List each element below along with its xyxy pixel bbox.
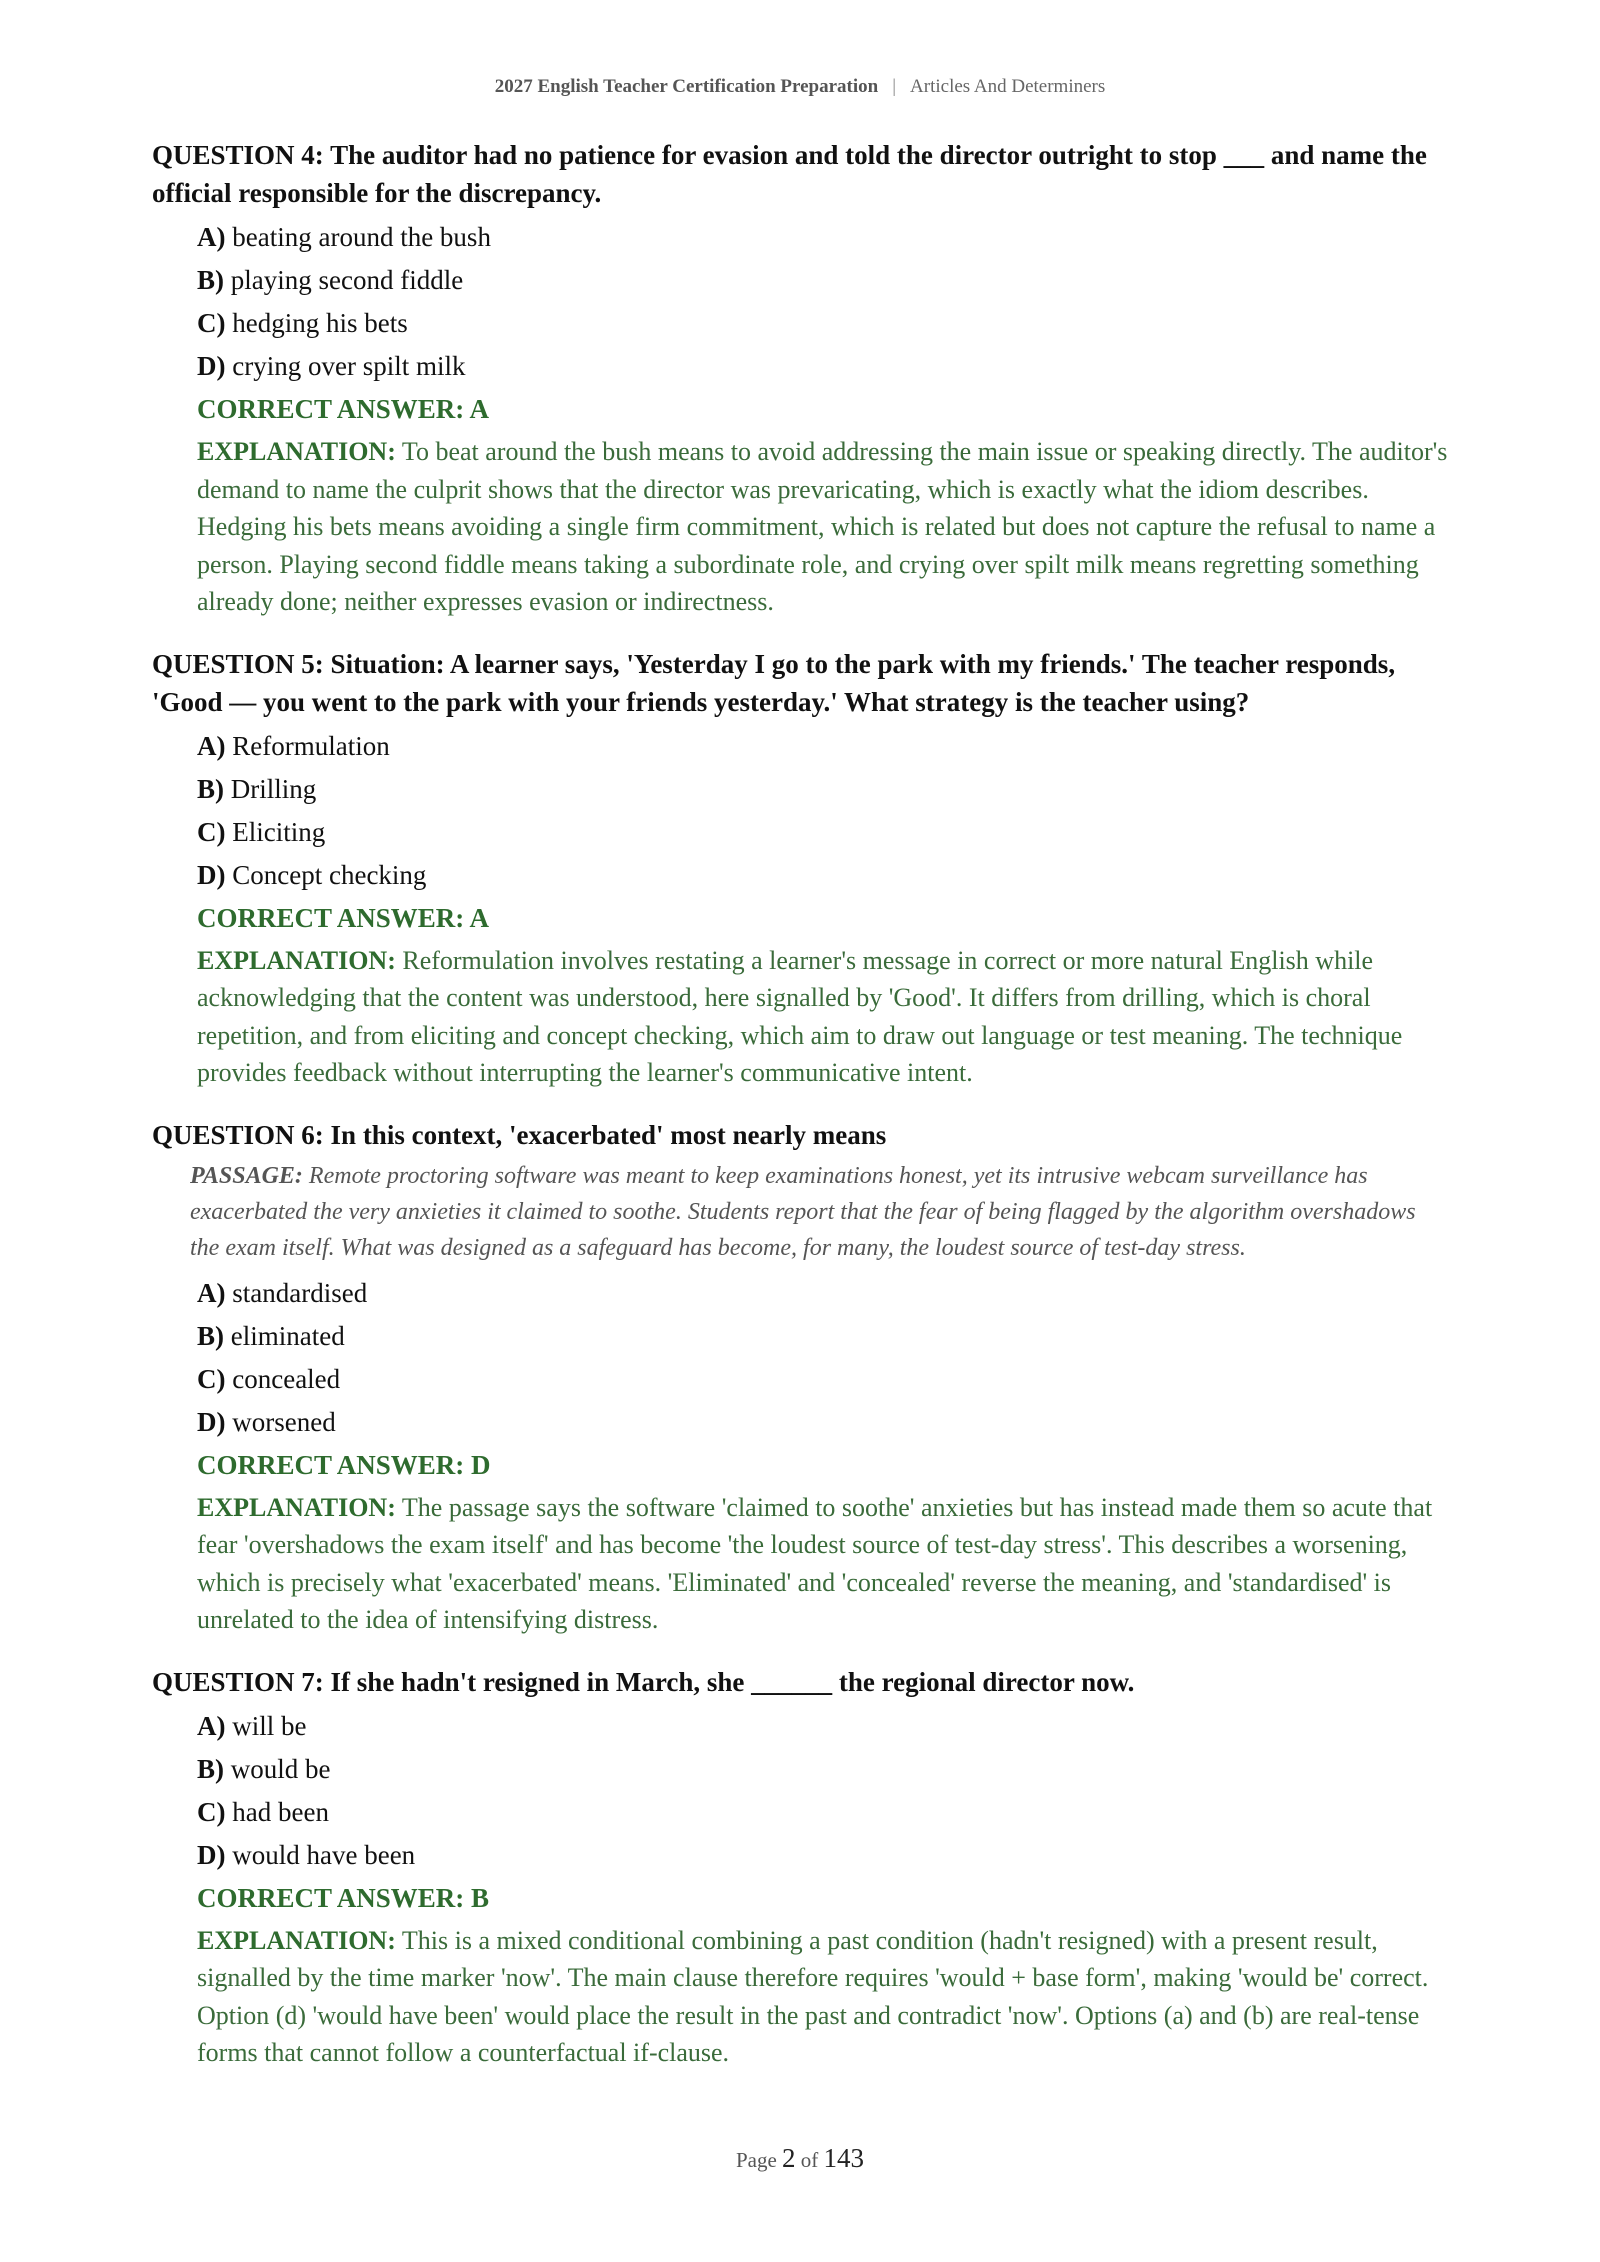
- option-list: [197, 216, 1448, 388]
- explanation: [197, 942, 1448, 1092]
- explanation-text: The passage says the software 'claimed to soothe' anxieties but has instead made them so acute that fear 'overshadows the exam itself' and has become 'the loudest source of test-day stress'. This describes a worsening, which is precisely what 'exacerbated' means. 'Eliminated' and 'concealed' reverse the meaning, and 'standardised' is unrelated to the idea of intensifying distress.: [197, 1492, 1433, 1634]
- correct-answer: CORRECT ANSWER: D: [197, 1449, 491, 1480]
- option-text: hedging his bets: [232, 308, 408, 338]
- option-text: worsened: [232, 1406, 336, 1437]
- option-b: [197, 259, 1448, 302]
- option-text: will be: [232, 1710, 307, 1741]
- option-text: Eliciting: [232, 816, 326, 847]
- explanation-label: EXPLANATION:: [197, 437, 396, 466]
- option-d: [197, 854, 1448, 897]
- question-text: In this context, 'exacerbated' most nearly means: [330, 1119, 887, 1150]
- option-d: [197, 1834, 1448, 1877]
- option-text: standardised: [232, 1277, 368, 1308]
- option-a: [197, 725, 1448, 768]
- header-section: Articles And Determiners: [910, 76, 1106, 97]
- option-text: playing second fiddle: [230, 265, 464, 295]
- question-text: Situation: A learner says, 'Yesterday I go to the park with my friends.' The teacher responds, 'Good — you went to the park with your friends yesterday.' What strategy is the teacher using?: [152, 648, 1396, 717]
- option-text: would have been: [232, 1839, 416, 1870]
- correct-answer: CORRECT ANSWER: B: [197, 1882, 490, 1913]
- option-list: [197, 725, 1448, 897]
- option-letter: C): [197, 1796, 226, 1827]
- option-b: [197, 1748, 1448, 1791]
- option-text: crying over spilt milk: [232, 351, 466, 381]
- option-letter: C): [197, 308, 226, 338]
- option-text: eliminated: [230, 1320, 345, 1351]
- option-b: [197, 1315, 1448, 1358]
- question-stem: [152, 645, 1448, 721]
- option-text: had been: [232, 1796, 329, 1827]
- option-letter: D): [197, 1406, 226, 1437]
- question-label: QUESTION 4:: [152, 140, 324, 170]
- total-pages: 143: [823, 2143, 865, 2173]
- option-letter: B): [197, 1320, 224, 1351]
- option-letter: B): [197, 773, 224, 804]
- option-letter: A): [197, 730, 226, 761]
- explanation-text: Reformulation involves restating a learner's message in correct or more natural English while acknowledging that the content was understood, here signalled by 'Good'. It differs from drilling, which is choral repetition, and from eliciting and concept checking, which aim to draw out language or test meaning. The technique provides feedback without interrupting the learner's communicative intent.: [197, 945, 1403, 1087]
- option-letter: C): [197, 816, 226, 847]
- option-a: [197, 1272, 1448, 1315]
- option-letter: D): [197, 859, 226, 890]
- question-7: [152, 1663, 1448, 2072]
- explanation-label: EXPLANATION:: [197, 1492, 396, 1522]
- option-letter: D): [197, 1839, 226, 1870]
- explanation-text: To beat around the bush means to avoid addressing the main issue or speaking directly. The auditor's demand to name the culprit shows that the director was prevaricating, which is exactly what the idiom describes. Hedging his bets means avoiding a single firm commitment, which is related but does not capture the refusal to name a person. Playing second fiddle means taking a subordinate role, and crying over spilt milk means regretting something already done; neither expresses evasion or indirectness.: [197, 437, 1448, 616]
- option-a: [197, 1705, 1448, 1748]
- option-text: Reformulation: [232, 730, 390, 761]
- option-letter: C): [197, 1363, 226, 1394]
- header-title: 2027 English Teacher Certification Preparation: [494, 76, 879, 97]
- question-6: [152, 1116, 1448, 1639]
- option-b: [197, 768, 1448, 811]
- option-text: concealed: [232, 1363, 341, 1394]
- question-stem: [152, 1116, 1448, 1154]
- explanation: [197, 1922, 1448, 2072]
- header-separator: |: [892, 76, 897, 97]
- running-header: [0, 76, 1600, 98]
- option-letter: A): [197, 1710, 226, 1741]
- option-text: Concept checking: [232, 859, 427, 890]
- correct-answer: CORRECT ANSWER: A: [197, 394, 490, 424]
- passage-text: Remote proctoring software was meant to keep examinations honest, yet its intrusive webcam surveillance has exacerbated the very anxieties it claimed to soothe. Students report that the fear of being flagged by the algorithm overshadows the exam itself. What was designed as a safeguard has become, for many, the loudest source of test-day stress.: [190, 1162, 1416, 1261]
- question-4: [152, 136, 1448, 621]
- question-5: [152, 645, 1448, 1092]
- option-text: Drilling: [230, 773, 317, 804]
- option-list: [197, 1272, 1448, 1444]
- question-stem: [152, 1663, 1448, 1701]
- reading-passage: [190, 1158, 1448, 1266]
- option-d: [197, 345, 1448, 388]
- page-word: Page: [735, 2148, 777, 2172]
- option-letter: B): [197, 265, 224, 295]
- explanation-text: This is a mixed conditional combining a past condition (hadn't resigned) with a present result, signalled by the time marker 'now'. The main clause therefore requires 'would + base form', making 'would be' correct. Option (d) 'would have been' would place the result in the past and contradict 'now'. Options (a) and (b) are real-tense forms that cannot follow a counterfactual if-clause.: [197, 1925, 1429, 2067]
- question-text: The auditor had no patience for evasion and told the director outright to stop ___ and name the official responsible for the discrepancy.: [152, 140, 1427, 208]
- option-c: [197, 302, 1448, 345]
- of-word: of: [800, 2148, 819, 2172]
- question-stem: [152, 136, 1448, 212]
- option-c: [197, 1358, 1448, 1401]
- question-label: QUESTION 5:: [152, 648, 324, 679]
- explanation: [197, 1489, 1448, 1639]
- question-text: If she hadn't resigned in March, she ______ the regional director now.: [330, 1666, 1135, 1697]
- question-label: QUESTION 7:: [152, 1666, 324, 1697]
- explanation-label: EXPLANATION:: [197, 945, 396, 975]
- option-list: [197, 1705, 1448, 1877]
- question-list: [152, 136, 1448, 2096]
- page-number: 2: [782, 2143, 796, 2173]
- option-text: would be: [230, 1753, 331, 1784]
- option-letter: A): [197, 222, 226, 252]
- option-letter: A): [197, 1277, 226, 1308]
- option-c: [197, 811, 1448, 854]
- explanation: [197, 433, 1448, 621]
- option-c: [197, 1791, 1448, 1834]
- passage-label: PASSAGE:: [190, 1162, 303, 1189]
- page-footer: [0, 2143, 1600, 2174]
- option-letter: B): [197, 1753, 224, 1784]
- option-a: [197, 216, 1448, 259]
- correct-answer: CORRECT ANSWER: A: [197, 902, 490, 933]
- option-d: [197, 1401, 1448, 1444]
- question-label: QUESTION 6:: [152, 1119, 324, 1150]
- option-text: beating around the bush: [232, 222, 491, 252]
- option-letter: D): [197, 351, 226, 381]
- explanation-label: EXPLANATION:: [197, 1925, 396, 1955]
